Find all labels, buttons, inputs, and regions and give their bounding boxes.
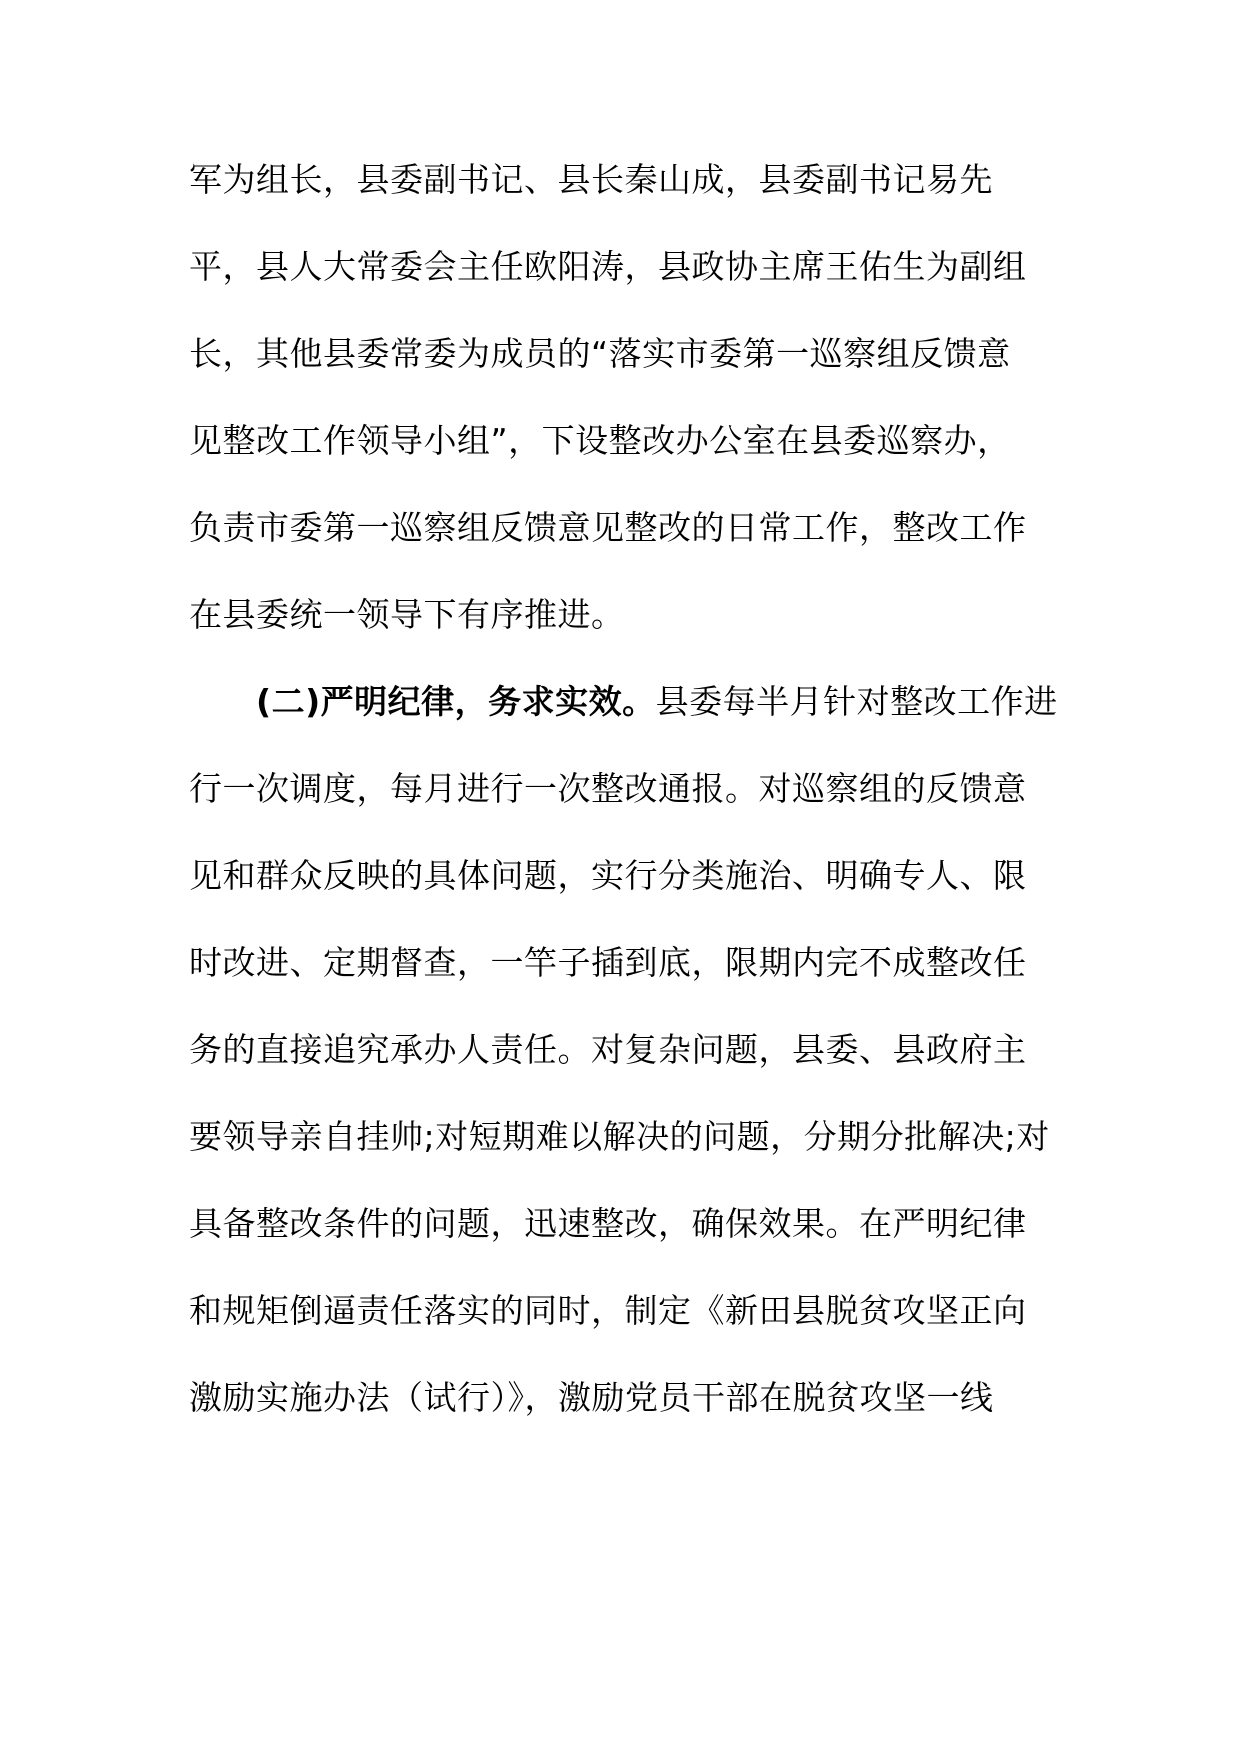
paragraph-line: 在县委统一领导下有序推进。 bbox=[189, 595, 625, 634]
section-heading-line bbox=[256, 682, 1058, 722]
paragraph-line: 具备整改条件的问题，迅速整改，确保效果。在严明纪律 bbox=[189, 1204, 1027, 1243]
paragraph-line: 负责市委第一巡察组反馈意见整改的日常工作，整改工作 bbox=[189, 508, 1027, 547]
paragraph-line: 见整改工作领导小组”，下设整改办公室在县委巡察办， bbox=[189, 421, 1011, 460]
paragraph-line: 和规矩倒逼责任落实的同时，制定《新田县脱贫攻坚正向 bbox=[189, 1291, 1027, 1330]
paragraph-line: 行一次调度，每月进行一次整改通报。对巡察组的反馈意 bbox=[189, 769, 1027, 808]
paragraph-line: 要领导亲自挂帅;对短期难以解决的问题，分期分批解决;对 bbox=[189, 1117, 1050, 1156]
paragraph-line: 务的直接追究承办人责任。对复杂问题，县委、县政府主 bbox=[189, 1030, 1027, 1069]
section-text: 县委每半月针对整改工作进 bbox=[655, 682, 1058, 721]
paragraph-line: 军为组长，县委副书记、县长秦山成，县委副书记易先 bbox=[189, 160, 993, 199]
paragraph-line: 见和群众反映的具体问题，实行分类施治、明确专人、限 bbox=[189, 856, 1027, 895]
paragraph-line: 长，其他县委常委为成员的“落实市委第一巡察组反馈意 bbox=[189, 334, 1011, 373]
paragraph-line: 平，县人大常委会主任欧阳涛，县政协主席王佑生为副组 bbox=[189, 247, 1027, 286]
section-heading: (二)严明纪律，务求实效。 bbox=[256, 682, 656, 721]
paragraph-line: 时改进、定期督查，一竿子插到底，限期内完不成整改任 bbox=[189, 943, 1027, 982]
paragraph-line: 激励实施办法（试行）》，激励党员干部在脱贫攻坚一线 bbox=[189, 1378, 994, 1417]
